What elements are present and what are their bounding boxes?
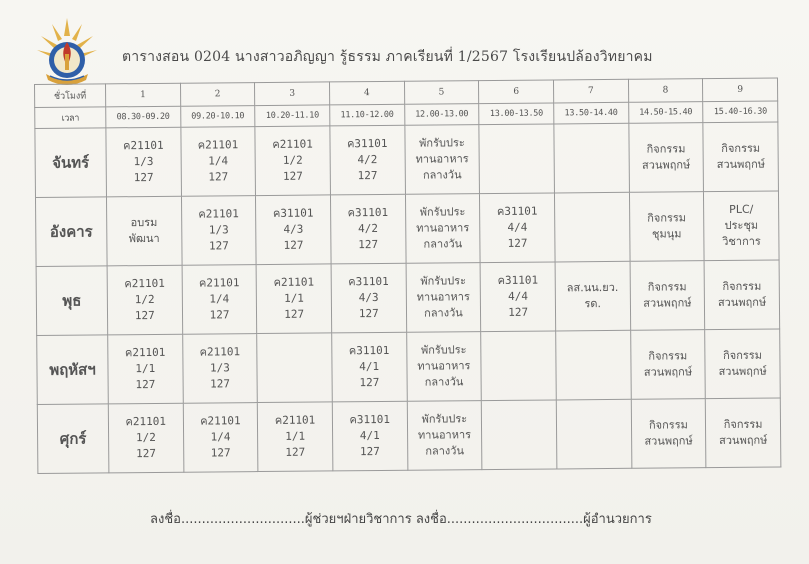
cell-line: พักรับประ xyxy=(420,274,467,288)
cell-line: กลางวัน xyxy=(422,168,462,182)
schedule-cell xyxy=(555,261,630,331)
cell-line: ทานอาหาร xyxy=(416,290,470,304)
schedule-cell xyxy=(706,398,781,468)
cell-line: ประชุม xyxy=(724,218,759,232)
cell-line: ทานอาหาร xyxy=(417,428,472,442)
cell-line: กลางวัน xyxy=(425,444,465,458)
day-row xyxy=(37,329,781,404)
period-number: 4 xyxy=(329,81,404,105)
cell-line: อบรม xyxy=(130,215,158,230)
day-name: อังคาร xyxy=(35,197,107,267)
cell-line: ค21101 xyxy=(200,414,241,428)
cell-line: 1/4 xyxy=(208,154,229,168)
cell-line: 4/4 xyxy=(508,289,528,303)
schedule-cell xyxy=(255,126,330,196)
cell-line: 127 xyxy=(136,446,157,461)
schedule-cell xyxy=(704,260,779,330)
period-number: 5 xyxy=(404,81,479,105)
cell-line: สวนพฤกษ์ xyxy=(718,364,767,379)
cell-line: 1/2 xyxy=(134,292,155,307)
cell-line: กลางวัน xyxy=(424,306,463,320)
cell-line: ค21101 xyxy=(272,137,313,151)
cell-line: ค31101 xyxy=(348,274,389,289)
cell-line: 127 xyxy=(282,169,303,183)
cell-line: 1/2 xyxy=(282,153,303,167)
day-name: ศุกร์ xyxy=(37,404,109,474)
schedule-cell xyxy=(108,403,183,473)
cell-line: สวนพฤกษ์ xyxy=(719,433,768,448)
cell-line: 127 xyxy=(359,375,380,390)
cell-line: 1/4 xyxy=(209,292,230,306)
schedule-cell xyxy=(480,262,555,332)
day-name: จันทร์ xyxy=(35,128,107,198)
cell-line: 127 xyxy=(359,444,380,459)
schedule-cell xyxy=(631,399,706,469)
cell-line: สวนพฤกษ์ xyxy=(643,296,692,310)
period-number: 9 xyxy=(703,78,778,102)
day-row xyxy=(37,398,781,473)
cell-line: พักรับประ xyxy=(419,205,466,219)
cell-line: ลส.นน.ยว. xyxy=(566,280,619,295)
day-rows xyxy=(35,122,781,473)
cell-line: ค21101 xyxy=(123,138,164,153)
schedule-cell xyxy=(404,125,479,195)
time-slot: 13.50-14.40 xyxy=(554,102,629,124)
cell-line: 4/3 xyxy=(283,222,304,236)
day-row xyxy=(35,191,779,266)
schedule-cell xyxy=(705,329,780,399)
schedule-cell xyxy=(331,263,406,333)
cell-line: ทานอาหาร xyxy=(416,221,470,235)
cell-line: กิจกรรม xyxy=(646,142,686,156)
schedule-cell xyxy=(482,400,557,470)
cell-line: 127 xyxy=(135,377,156,392)
cell-line: 4/3 xyxy=(358,291,379,305)
cell-line: 127 xyxy=(357,169,378,183)
cell-line: ค21101 xyxy=(124,276,165,291)
cell-line: 4/2 xyxy=(357,153,378,167)
schedule-cell xyxy=(407,401,482,471)
cell-line: พักรับประ xyxy=(420,343,467,357)
schedule-cell xyxy=(479,124,554,194)
cell-line: 4/4 xyxy=(507,220,528,234)
cell-line: 127 xyxy=(283,238,304,252)
cell-line: กลางวัน xyxy=(423,237,463,251)
cell-line: 127 xyxy=(358,307,379,321)
cell-line: สวนพฤกษ์ xyxy=(644,434,693,448)
schedule-cell xyxy=(106,196,181,266)
cell-line: 4/1 xyxy=(359,359,380,374)
cell-line: 127 xyxy=(507,236,528,250)
schedule-cell xyxy=(332,332,407,402)
period-number: 6 xyxy=(479,80,554,104)
cell-line: 127 xyxy=(210,446,231,460)
schedule-cell xyxy=(106,127,181,197)
cell-line: 127 xyxy=(358,238,379,252)
cell-line: 127 xyxy=(284,307,305,321)
cell-line: กิจกรรม xyxy=(647,280,687,294)
cell-line: ค31101 xyxy=(347,205,389,220)
cell-line: กิจกรรม xyxy=(722,279,762,293)
cell-line: 1/1 xyxy=(283,291,304,305)
schedule-cell xyxy=(480,193,555,263)
document-title: ตารางสอน 0204 นางสาวอภิญญา รู้ธรรม ภาคเรียนที่ 1/2567 โรงเรียนปล้องวิทยาคม xyxy=(122,49,653,65)
schedule-cell xyxy=(108,334,183,404)
cell-line: ค31101 xyxy=(496,204,538,218)
cell-line: ทานอาหาร xyxy=(415,152,469,166)
day-name: พุธ xyxy=(36,266,108,336)
schedule-cell xyxy=(554,192,629,262)
cell-line: 127 xyxy=(208,170,229,184)
cell-line: 127 xyxy=(285,445,306,459)
period-number: 7 xyxy=(553,79,628,103)
signature-line: ลงชื่อ..............................ผู้ช่วยฯฝ่ายวิชาการ ลงชื่อ.................................ผู้อำนวยการ xyxy=(150,512,652,527)
cell-line: 1/3 xyxy=(209,361,230,375)
schedule-cell xyxy=(332,401,407,471)
schedule-cell xyxy=(556,399,631,469)
cell-line: ค21101 xyxy=(198,207,239,221)
cell-line: พัฒนา xyxy=(128,231,160,246)
schedule-cell xyxy=(630,261,705,331)
cell-line: ค21101 xyxy=(124,345,166,360)
cell-line: สวนพฤกษ์ xyxy=(716,157,766,172)
school-emblem-icon xyxy=(32,14,102,88)
cell-line: 127 xyxy=(508,305,529,319)
schedule-cell xyxy=(330,194,405,264)
timetable xyxy=(34,78,781,474)
cell-line: ชุมนุม xyxy=(651,227,682,241)
cell-line: ค21101 xyxy=(273,275,315,289)
time-slot: 15.40-16.30 xyxy=(703,101,778,123)
cell-line: พักรับประ xyxy=(419,136,465,150)
period-number: 8 xyxy=(628,79,703,103)
schedule-cell xyxy=(181,196,256,266)
cell-line: 127 xyxy=(209,308,230,322)
period-number: 1 xyxy=(106,83,181,107)
cell-line: สวนพฤกษ์ xyxy=(643,365,693,379)
time-slot: 11.10-12.00 xyxy=(330,104,405,126)
cell-line: 1/3 xyxy=(133,154,154,169)
time-slot: 13.00-13.50 xyxy=(479,103,554,125)
period-number: 3 xyxy=(255,82,330,106)
schedule-cell xyxy=(406,332,481,402)
cell-line: วิชาการ xyxy=(722,234,761,248)
schedule-cell xyxy=(181,127,256,197)
cell-line: 1/2 xyxy=(135,430,156,445)
period-number: 2 xyxy=(180,83,255,107)
schedule-cell xyxy=(630,330,705,400)
cell-line: 4/2 xyxy=(358,222,379,236)
cell-line: กิจกรรม xyxy=(647,211,687,225)
schedule-cell xyxy=(704,191,779,261)
cell-line: 127 xyxy=(133,170,154,185)
time-slot: 09.20-10.10 xyxy=(180,106,255,128)
cell-line: PLC/ xyxy=(729,202,754,216)
schedule-cell xyxy=(628,123,703,193)
time-slot: 12.00-13.00 xyxy=(404,104,479,126)
schedule-cell xyxy=(258,402,333,472)
schedule-cell xyxy=(183,403,258,473)
cell-line: กิจกรรม xyxy=(723,348,762,362)
schedule-cell xyxy=(256,264,331,334)
schedule-cell xyxy=(256,195,331,265)
day-row xyxy=(35,122,779,197)
cell-line: ค31101 xyxy=(348,343,390,358)
cell-line: กลางวัน xyxy=(424,375,464,389)
cell-line: ค21101 xyxy=(274,413,316,427)
cell-line: ค31101 xyxy=(346,136,388,151)
cell-line: กิจกรรม xyxy=(721,141,761,156)
cell-line: พักรับประ xyxy=(421,412,468,426)
cell-line: สวนพฤกษ์ xyxy=(641,158,691,172)
cell-line: ทานอาหาร xyxy=(417,359,471,373)
cell-line: ค31101 xyxy=(497,273,539,287)
schedule-cell xyxy=(182,334,257,404)
cell-line: กิจกรรม xyxy=(648,349,688,363)
schedule-cell xyxy=(330,125,405,195)
cell-line: 127 xyxy=(134,308,155,323)
cell-line: รด. xyxy=(584,297,602,311)
schedule-cell xyxy=(556,330,631,400)
time-label: เวลา xyxy=(35,107,106,129)
time-slot: 14.50-15.40 xyxy=(628,102,703,124)
cell-line: ค21101 xyxy=(198,276,240,290)
day-name: พฤหัสฯ xyxy=(37,335,109,405)
schedule-cell xyxy=(405,194,480,264)
schedule-cell xyxy=(406,263,481,333)
cell-line: ค21101 xyxy=(199,345,241,359)
cell-line: 1/1 xyxy=(285,429,306,443)
cell-line: 127 xyxy=(210,377,231,391)
cell-line: 127 xyxy=(208,239,229,253)
cell-line: ค21101 xyxy=(125,414,167,429)
schedule-cell xyxy=(554,123,629,193)
cell-line: ค31101 xyxy=(349,412,390,427)
cell-line: 4/1 xyxy=(359,428,380,443)
cell-line: กิจกรรม xyxy=(723,417,763,431)
schedule-cell xyxy=(481,331,556,401)
schedule-cell xyxy=(703,122,778,192)
cell-line: ค21101 xyxy=(197,138,239,152)
period-label: ชั่วโมงที่ xyxy=(35,84,106,108)
schedule-cell xyxy=(182,265,257,335)
schedule-cell xyxy=(107,265,182,335)
cell-line: 1/3 xyxy=(208,223,229,237)
schedule-cell xyxy=(257,333,332,403)
cell-line: กิจกรรม xyxy=(648,418,688,432)
day-row xyxy=(36,260,780,335)
time-slot: 08.30-09.20 xyxy=(106,106,181,128)
cell-line: สวนพฤกษ์ xyxy=(717,295,767,310)
schedule-cell xyxy=(629,192,704,262)
cell-line: ค31101 xyxy=(272,206,314,220)
time-slot: 10.20-11.10 xyxy=(255,105,330,127)
cell-line: 1/1 xyxy=(135,361,156,376)
cell-line: 1/4 xyxy=(210,430,231,444)
